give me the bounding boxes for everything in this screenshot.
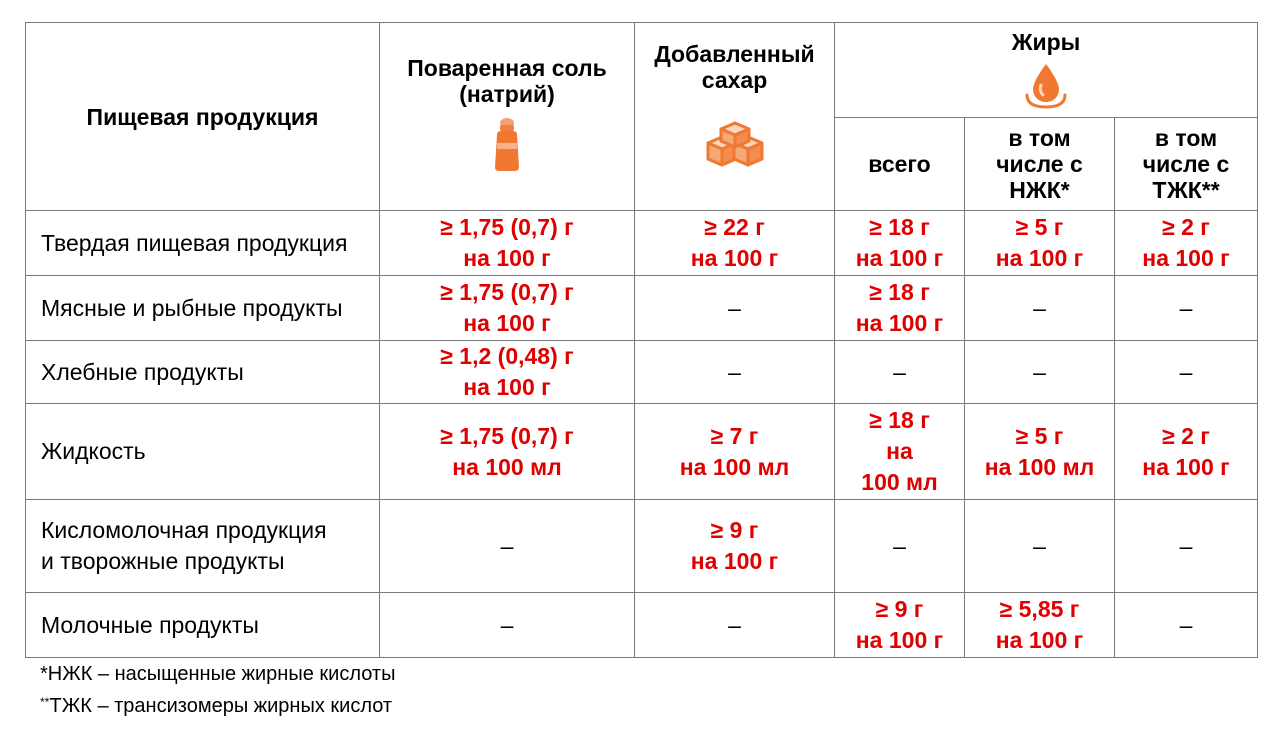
threshold-line: ≥ 1,75 (0,7) г: [440, 279, 574, 305]
threshold-sfa: [965, 593, 1115, 658]
threshold-fat: [835, 276, 965, 341]
header-fats-total: всего: [835, 118, 965, 211]
empty-tfa: –: [1115, 593, 1258, 658]
threshold-line: ≥ 9 г: [875, 596, 924, 622]
footnote-sfa-mark: *: [40, 663, 48, 685]
empty-tfa: –: [1115, 341, 1258, 404]
threshold-line: на 100 г: [995, 627, 1084, 653]
threshold-sugar: [635, 211, 835, 276]
table-row: [26, 341, 1258, 404]
row-product-name: Мясные и рыбные продукты: [26, 276, 380, 341]
header-salt: [380, 23, 635, 211]
row-product-name: Молочные продукты: [26, 593, 380, 658]
table-row: [26, 404, 1258, 500]
header-fats: [835, 23, 1258, 118]
threshold-fat: [835, 211, 965, 276]
footnote-sfa-text: НЖК – насыщенные жирные кислоты: [47, 663, 396, 685]
table-row: [26, 276, 1258, 341]
salt-shaker-icon: [380, 117, 634, 178]
empty-fat: –: [835, 500, 965, 593]
header-fats-sfa: в том числе с НЖК*: [965, 118, 1115, 211]
threshold-line: 100 мл: [861, 469, 938, 495]
threshold-line: на 100 г: [690, 245, 779, 271]
threshold-line: ≥ 5 г: [1015, 214, 1064, 240]
empty-salt: –: [380, 593, 635, 658]
threshold-line: ≥ 1,2 (0,48) г: [440, 343, 574, 369]
row-product-name: Кисломолочная продукция и творожные продукты: [26, 500, 380, 593]
threshold-line: на 100 мл: [452, 453, 562, 480]
row-product-name: Хлебные продукты: [26, 341, 380, 404]
threshold-line: на 100 г: [463, 310, 551, 336]
threshold-salt: [380, 276, 635, 341]
threshold-line: ≥ 2 г: [1162, 422, 1210, 449]
row-product-name: Твердая пищевая продукция: [26, 211, 380, 276]
threshold-line: ≥ 18 г: [869, 214, 930, 240]
table-row: [26, 500, 1258, 593]
threshold-line: на 100 мл: [679, 453, 790, 480]
threshold-sugar: [635, 404, 835, 500]
empty-salt: –: [380, 500, 635, 593]
empty-tfa: –: [1115, 276, 1258, 341]
threshold-line: на 100 г: [1142, 453, 1230, 480]
empty-sfa: –: [965, 276, 1115, 341]
sugar-cubes-icon: [635, 121, 834, 174]
empty-sugar: –: [635, 593, 835, 658]
empty-sugar: –: [635, 276, 835, 341]
empty-sfa: –: [965, 500, 1115, 593]
threshold-line: на 100 г: [855, 627, 944, 653]
footnote-tfa-text: ТЖК – трансизомеры жирных кислот: [49, 695, 393, 717]
threshold-salt: [380, 211, 635, 276]
threshold-line: ≥ 7 г: [710, 422, 759, 449]
threshold-sfa: [965, 404, 1115, 500]
threshold-tfa: [1115, 404, 1258, 500]
empty-sfa: –: [965, 341, 1115, 404]
header-fats-tfa: в том числе с ТЖК**: [1115, 118, 1258, 211]
empty-sugar: –: [635, 341, 835, 404]
threshold-line: ≥ 1,75 (0,7) г: [440, 422, 574, 449]
empty-fat: –: [835, 341, 965, 404]
empty-tfa: –: [1115, 500, 1258, 593]
threshold-fat: [835, 404, 965, 500]
threshold-salt: [380, 341, 635, 404]
footnote-sfa: [40, 662, 395, 686]
threshold-line: на 100 г: [855, 245, 944, 271]
threshold-line: на: [886, 438, 913, 464]
threshold-line: ≥ 22 г: [704, 214, 765, 240]
threshold-line: ≥ 5,85 г: [999, 596, 1080, 622]
threshold-line: на 100 г: [463, 374, 551, 400]
threshold-line: ≥ 18 г: [869, 407, 930, 433]
threshold-fat: [835, 593, 965, 658]
threshold-salt: [380, 404, 635, 500]
threshold-line: на 100 г: [855, 310, 944, 336]
threshold-line: ≥ 1,75 (0,7) г: [440, 214, 574, 240]
threshold-line: на 100 г: [995, 245, 1084, 271]
table-row: [26, 211, 1258, 276]
header-salt-label: Поваренная соль (натрий): [407, 55, 607, 107]
header-fats-label: Жиры: [1011, 29, 1081, 55]
nutrition-threshold-table: [25, 22, 1258, 658]
threshold-sfa: [965, 211, 1115, 276]
threshold-line: на 100 мл: [984, 453, 1095, 480]
header-sugar-label: Добавленный сахар: [654, 41, 815, 93]
table-body: [26, 211, 1258, 658]
table-row: [26, 593, 1258, 658]
header-product: Пищевая продукция: [26, 23, 380, 211]
threshold-line: на 100 г: [690, 548, 779, 574]
threshold-line: ≥ 9 г: [710, 517, 759, 543]
footnote-tfa-mark: **: [40, 695, 50, 709]
threshold-sugar: [635, 500, 835, 593]
threshold-tfa: [1115, 211, 1258, 276]
threshold-line: ≥ 5 г: [1015, 422, 1064, 449]
threshold-line: на 100 г: [463, 245, 551, 271]
threshold-line: на 100 г: [1142, 245, 1230, 271]
threshold-line: ≥ 18 г: [869, 279, 930, 305]
threshold-line: ≥ 2 г: [1162, 214, 1210, 240]
row-product-name: Жидкость: [26, 404, 380, 500]
oil-drop-icon: [835, 61, 1257, 114]
header-sugar: [635, 23, 835, 211]
footnote-tfa: [40, 690, 392, 718]
